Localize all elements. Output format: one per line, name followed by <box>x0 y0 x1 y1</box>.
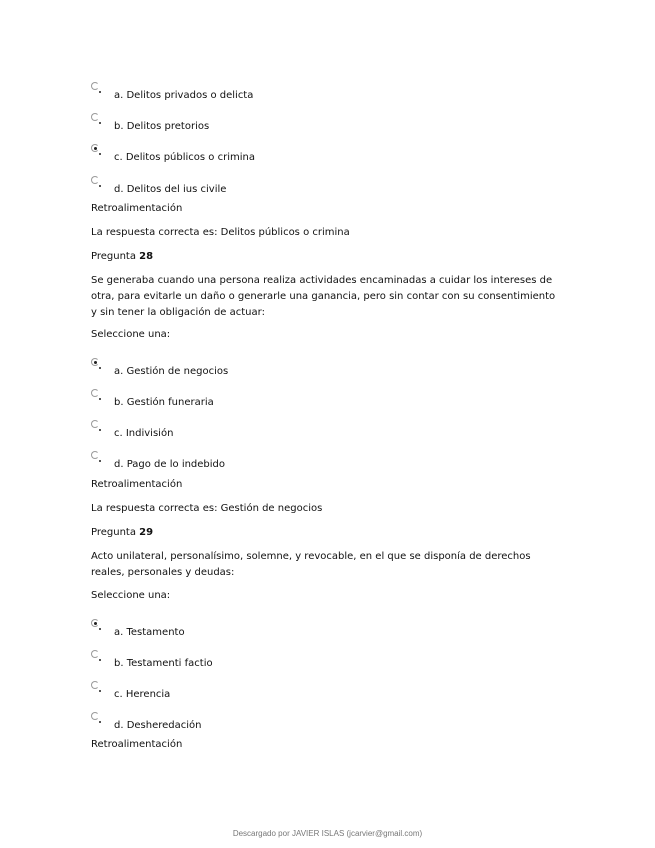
answer-option[interactable] <box>91 681 561 703</box>
answer-option[interactable] <box>91 358 561 380</box>
radio-button[interactable] <box>91 420 99 428</box>
answer-option[interactable] <box>91 712 561 734</box>
correct-answer-text: La respuesta correcta es: Delitos públicos o crimina <box>91 227 350 238</box>
select-prompt: Seleccione una: <box>91 590 171 601</box>
question-label: Pregunta <box>91 251 136 262</box>
option-label: a. Delitos privados o delicta <box>114 90 254 101</box>
radio-button-selected[interactable] <box>91 358 99 366</box>
download-footer: Descargado por JAVIER ISLAS (jcarvier@gmail.com) <box>232 829 423 838</box>
radio-button[interactable] <box>91 176 99 184</box>
correct-answer-text: La respuesta correcta es: Gestión de negocios <box>91 503 323 514</box>
option-label: d. Pago de lo indebido <box>114 459 226 470</box>
answer-option[interactable] <box>91 176 561 198</box>
radio-button[interactable] <box>91 650 99 658</box>
question-number: 29 <box>139 527 154 538</box>
radio-button[interactable] <box>91 389 99 397</box>
feedback-title: Retroalimentación <box>91 739 183 750</box>
radio-button-selected[interactable] <box>91 619 99 627</box>
question-text: Acto unilateral, personalísimo, solemne, y revocable, en el que se disponía de derechos reales, personales y deudas: <box>91 551 531 578</box>
radio-button[interactable] <box>91 712 99 720</box>
answer-option[interactable] <box>91 451 561 473</box>
answer-option[interactable] <box>91 144 561 166</box>
answer-option[interactable] <box>91 389 561 411</box>
option-label: d. Delitos del ius civile <box>114 184 227 195</box>
option-label: c. Herencia <box>114 689 171 700</box>
select-prompt: Seleccione una: <box>91 329 171 340</box>
feedback-title: Retroalimentación <box>91 203 183 214</box>
option-label: b. Delitos pretorios <box>114 121 210 132</box>
option-label: b. Gestión funeraria <box>114 397 214 408</box>
feedback-title: Retroalimentación <box>91 479 183 490</box>
answer-option[interactable] <box>91 113 561 135</box>
radio-button-selected[interactable] <box>91 144 99 152</box>
option-label: b. Testamenti factio <box>114 658 213 669</box>
question-heading <box>91 249 561 265</box>
question-number: 28 <box>139 251 154 262</box>
option-label: a. Testamento <box>114 627 185 638</box>
option-label: c. Delitos públicos o crimina <box>114 152 255 163</box>
option-label: a. Gestión de negocios <box>114 366 229 377</box>
question-heading <box>91 525 561 541</box>
option-label: d. Desheredación <box>114 720 202 731</box>
answer-option[interactable] <box>91 82 561 104</box>
question-text: Se generaba cuando una persona realiza actividades encaminadas a cuidar los intereses de otra, para evitarle un daño o generarle una ganancia, pero sin contar con su consentimiento y sin tener la obligación de actuar: <box>91 275 556 318</box>
answer-option[interactable] <box>91 619 561 641</box>
radio-button[interactable] <box>91 681 99 689</box>
radio-button[interactable] <box>91 113 99 121</box>
question-label: Pregunta <box>91 527 136 538</box>
radio-button[interactable] <box>91 451 99 459</box>
radio-button[interactable] <box>91 82 99 90</box>
answer-option[interactable] <box>91 650 561 672</box>
option-label: c. Indivisión <box>114 428 174 439</box>
answer-option[interactable] <box>91 420 561 442</box>
